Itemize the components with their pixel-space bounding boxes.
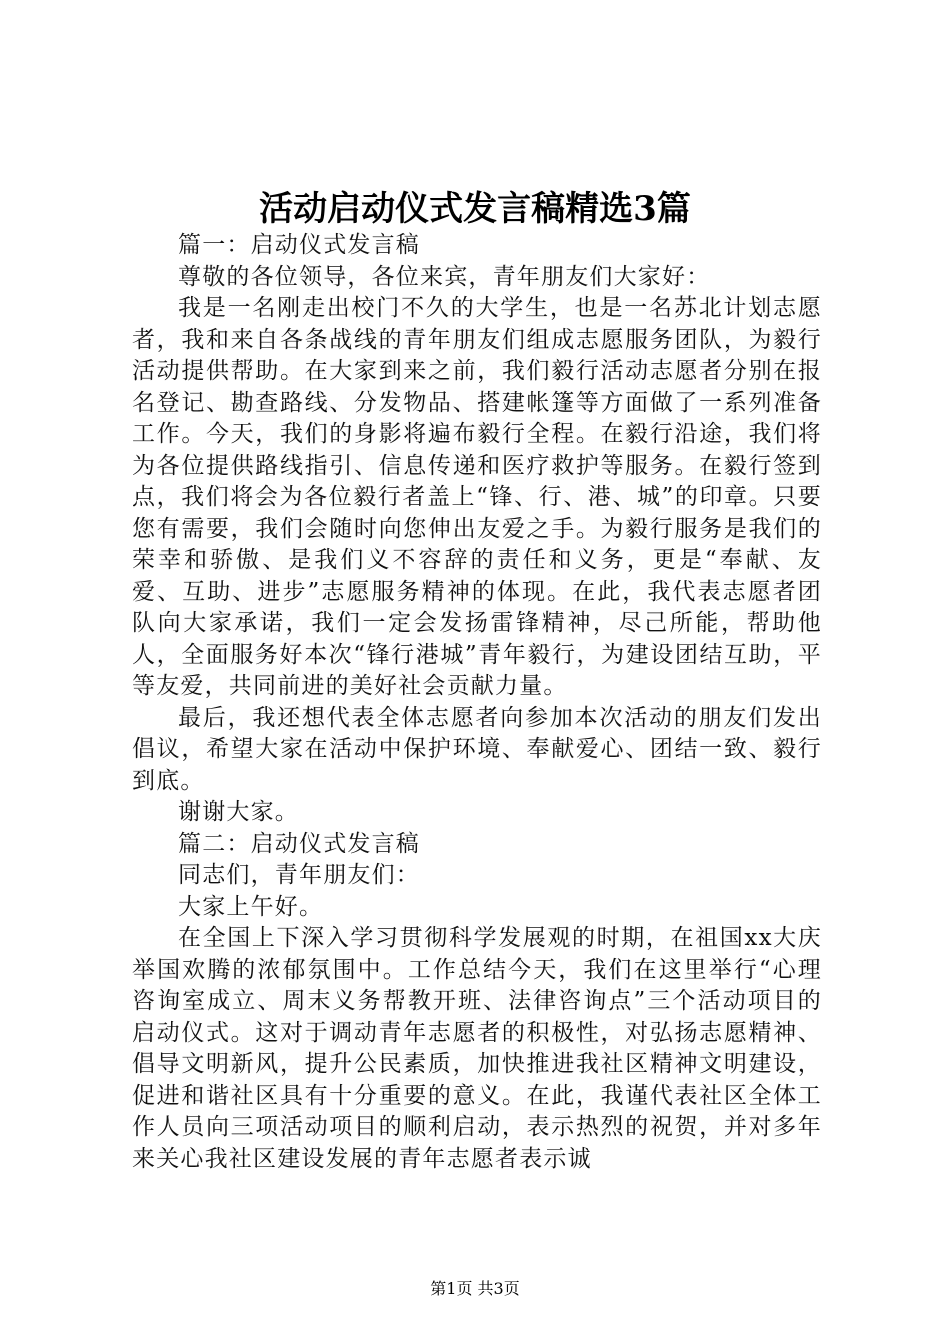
paragraph: 篇一：启动仪式发言稿 <box>178 232 420 258</box>
paragraph: 大家上午好。 <box>178 893 324 920</box>
document-title: 活动启动仪式发言稿精选3篇 <box>259 189 691 229</box>
paragraph: 最后，我还想代表全体志愿者向参加本次活动的朋友们发出倡议，希望大家在活动中保护环境、奉献爱心、团结一致、毅行到底。 <box>132 704 822 794</box>
paragraph: 同志们，青年朋友们： <box>178 862 420 888</box>
document-body <box>132 230 822 1175</box>
paragraph: 尊敬的各位领导，各位来宾，青年朋友们大家好： <box>178 263 711 290</box>
paragraph: 篇二：启动仪式发言稿 <box>178 830 420 857</box>
paragraph: 谢谢大家。 <box>178 799 299 825</box>
paragraph: 在全国上下深入学习贯彻科学发展观的时期，在祖国xx大庆举国欢腾的浓郁氛围中。工作总结今天，我们在这里举行“心理咨询室成立、周末义务帮教开班、法律咨询点”三个活动项目的启动仪式。这对于调动青年志愿者的积极性，对弘扬志愿精神、倡导文明新风，提升公民素质，加快推进我社区精神文明建设，促进和谐社区具有十分重要的意义。在此，我谨代表社区全体工作人员向三项活动项目的顺利启动，表示热烈的祝贺，并对多年来关心我社区建设发展的青年志愿者表示诚 <box>132 925 822 1172</box>
page-footer: 第1页 共3页 <box>430 1279 520 1298</box>
paragraph: 我是一名刚走出校门不久的大学生，也是一名苏北计划志愿者，我和来自各条战线的青年朋友们组成志愿服务团队，为毅行活动提供帮助。在大家到来之前，我们毅行活动志愿者分别在报名登记、勘查路线、分发物品、搭建帐篷等方面做了一系列准备工作。今天，我们的身影将遍布毅行全程。在毅行沿途，我们将为各位提供路线指引、信息传递和医疗救护等服务。在毅行签到点，我们将会为各位毅行者盖上“锋、行、港、城”的印章。只要您有需要，我们会随时向您伸出友爱之手。为毅行服务是我们的荣幸和骄傲、是我们义不容辞的责任和义务，更是“奉献、友爱、互助、进步”志愿服务精神的体现。在此，我代表志愿者团队向大家承诺，我们一定会发扬雷锋精神，尽己所能，帮助他人，全面服务好本次“锋行港城”青年毅行，为建设团结互助，平等友爱，共同前进的美好社会贡献力量。 <box>132 295 822 699</box>
